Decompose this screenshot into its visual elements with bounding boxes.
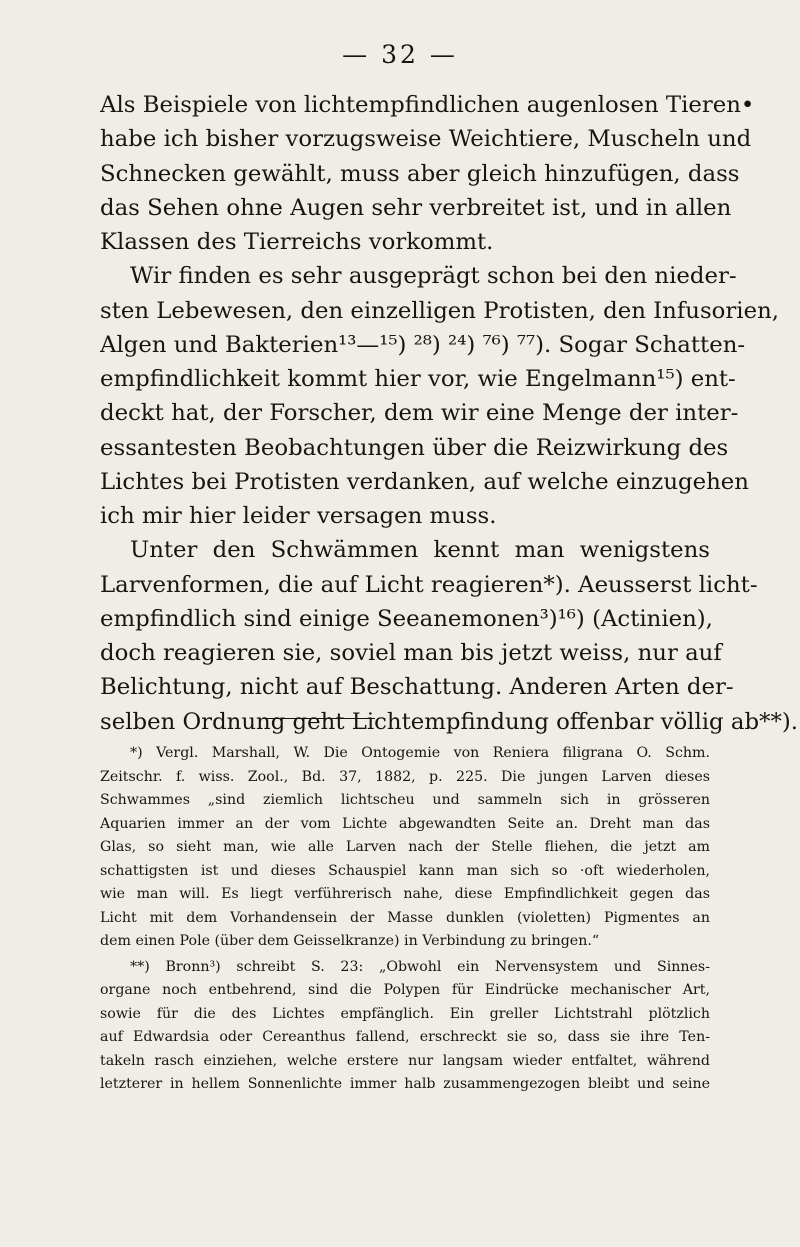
body-line: empfindlichkeit kommt hier vor, wie Engelmann¹⁵) ent- bbox=[100, 366, 736, 392]
page-number: — 32 — bbox=[342, 40, 458, 69]
body-line: das Sehen ohne Augen sehr verbreitet ist, und in allen bbox=[100, 194, 732, 221]
body-line: Klassen des Tierreichs vorkommt. bbox=[100, 229, 494, 255]
body-line: Algen und Bakterien¹³—¹⁵) ²⁸) ²⁴) ⁷⁶) ⁷⁷). Sogar Schatten- bbox=[100, 331, 746, 358]
footnote-divider bbox=[262, 718, 375, 719]
footnote-line: Zeitschr. f. wiss. Zool., Bd. 37, 1882, p. 225. Die jungen Larven dieses bbox=[100, 768, 710, 785]
footnote-line: **) Bronn³) schreibt S. 23: „Obwohl ein Nervensystem und Sinnes- bbox=[130, 958, 710, 975]
body-line: Unter den Schwämmen kennt man wenigstens bbox=[130, 537, 710, 564]
footnote-line: Aquarien immer an der vom Lichte abgewandten Seite an. Dreht man das bbox=[100, 815, 710, 832]
footnote-line: Glas, so sieht man, wie alle Larven nach der Stelle fliehen, die jetzt am bbox=[100, 839, 710, 855]
footnote-line: schattigsten ist und dieses Schauspiel kann man sich so ·oft wiederholen, bbox=[100, 862, 710, 879]
body-line: selben Ordnung geht Lichtempfindung offenbar völlig ab**). bbox=[100, 708, 799, 735]
body-line: empfindlich sind einige Seeanemonen³)¹⁶) (Actinien), bbox=[100, 605, 713, 632]
body-line: sten Lebewesen, den einzelligen Protisten, den Infusorien, bbox=[100, 297, 780, 324]
body-line: Wir finden es sehr ausgeprägt schon bei den nieder- bbox=[130, 263, 737, 290]
footnote-line: sowie für die des Lichtes empfänglich. Ein greller Lichtstrahl plötzlich bbox=[100, 1005, 710, 1022]
footnote-line: Licht mit dem Vorhandensein der Masse dunklen (violetten) Pigmentes an bbox=[100, 909, 710, 926]
footnotes bbox=[100, 742, 710, 1097]
body-line: Schnecken gewählt, muss aber gleich hinzufügen, dass bbox=[100, 160, 740, 187]
body-line: Belichtung, nicht auf Beschattung. Anderen Arten der- bbox=[100, 674, 734, 701]
footnote-line: takeln rasch einziehen, welche erstere nur langsam wieder entfaltet, während bbox=[100, 1052, 710, 1069]
body-line: habe ich bisher vorzugsweise Weichtiere, Muscheln und bbox=[100, 126, 752, 153]
body-line: Lichtes bei Protisten verdanken, auf welche einzugehen bbox=[100, 468, 749, 495]
body-line: doch reagieren sie, soviel man bis jetzt weiss, nur auf bbox=[100, 640, 722, 666]
footnote-line: auf Edwardsia oder Cereanthus fallend, erschreckt sie so, dass sie ihre Ten- bbox=[100, 1029, 710, 1045]
body-line: essantesten Beobachtungen über die Reizwirkung des bbox=[100, 434, 729, 461]
footnote-line: organe noch entbehrend, sind die Polypen für Eindrücke mechanischer Art, bbox=[100, 982, 710, 998]
body-line: Als Beispiele von lichtempfindlichen augenlosen Tieren• bbox=[100, 92, 755, 118]
body-text bbox=[100, 88, 799, 739]
body-line: Larvenformen, die auf Licht reagieren*). Aeusserst licht- bbox=[100, 571, 758, 598]
footnote-line: dem einen Pole (über dem Geisselkranze) in Verbindung zu bringen.“ bbox=[100, 933, 600, 949]
footnote-line: letzterer in hellem Sonnenlichte immer halb zusammengezogen bleibt und seine bbox=[100, 1076, 710, 1092]
footnote-line: *) Vergl. Marshall, W. Die Ontogemie von Reniera filigrana O. Schm. bbox=[130, 745, 710, 761]
footnote-line: wie man will. Es liegt verführerisch nahe, diese Empfindlichkeit gegen das bbox=[100, 886, 710, 902]
footnote-line: Schwammes „sind ziemlich lichtscheu und sammeln sich in grösseren bbox=[100, 792, 710, 808]
body-line: deckt hat, der Forscher, dem wir eine Menge der inter- bbox=[100, 400, 739, 427]
body-line: ich mir hier leider versagen muss. bbox=[100, 503, 497, 529]
